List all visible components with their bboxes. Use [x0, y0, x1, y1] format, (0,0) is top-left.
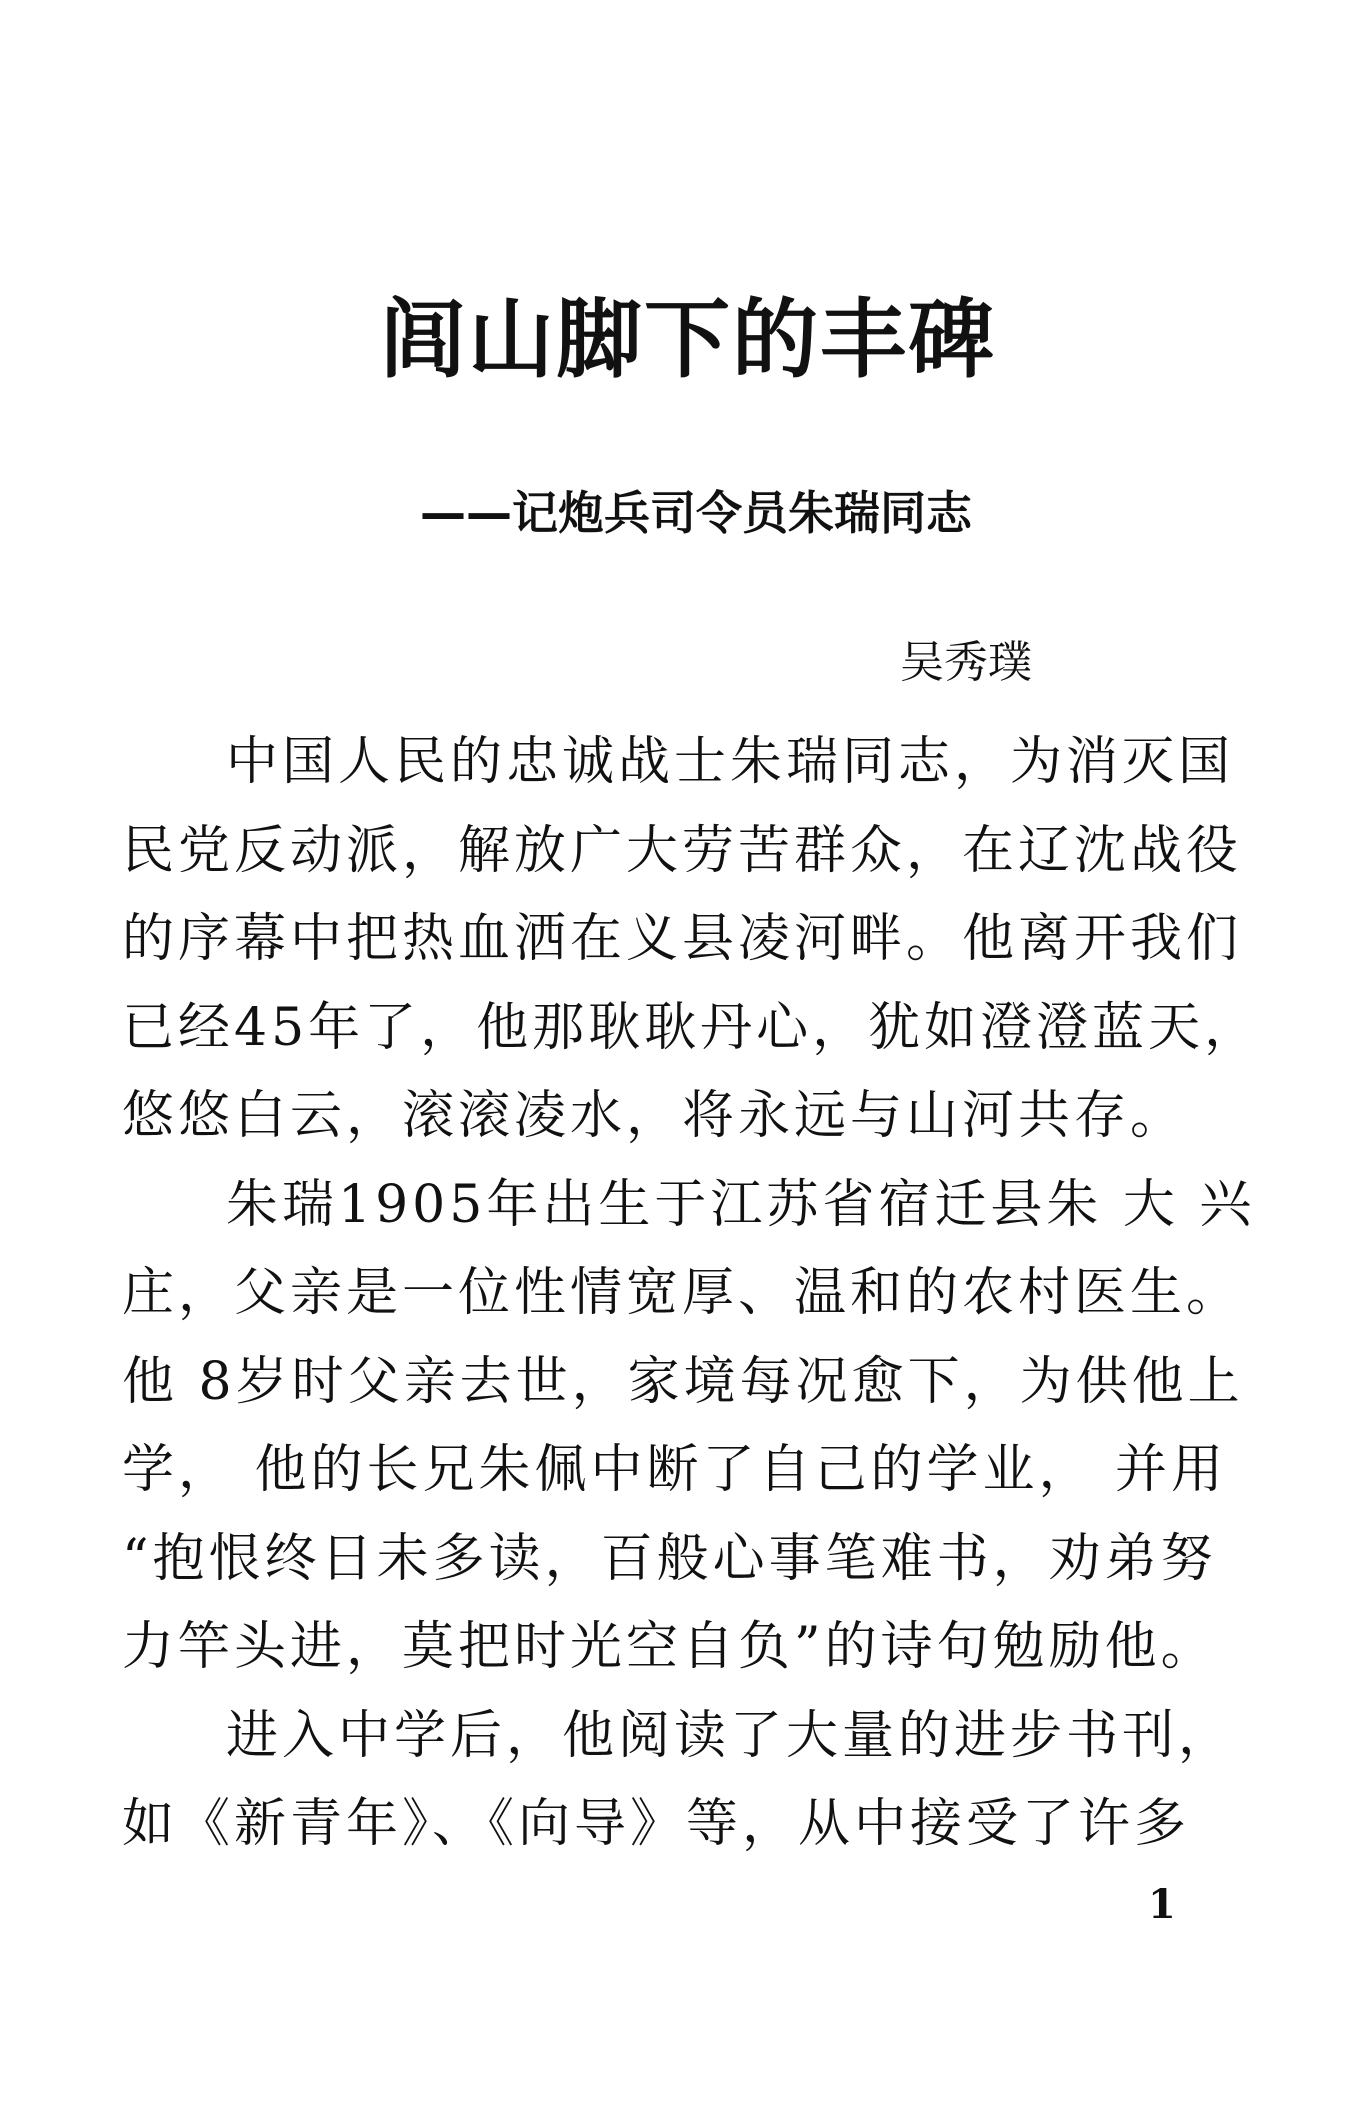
paragraph-2-line-4: 学， 他的长兄朱佩中断了自己的学业， 并用	[122, 1440, 1228, 1500]
paragraph-2-line-1: 朱瑞1905年出生于江苏省宿迁县朱 大 兴	[226, 1174, 1256, 1235]
paragraph-2-line-3: 他 8岁时父亲去世，家境每况愈下，为供他上	[122, 1351, 1244, 1412]
paragraph-1-line-3: 的序幕中把热血洒在义县凌河畔。他离开我们	[122, 909, 1243, 969]
article-title: 闾山脚下的丰碑	[380, 290, 996, 390]
paragraph-1-line-4: 已经45年了，他那耿耿丹心，犹如澄澄蓝天，	[122, 997, 1261, 1058]
article-body	[122, 718, 1261, 1869]
paragraph-1-line-2: 民党反动派，解放广大劳苦群众，在辽沈战役	[122, 820, 1243, 881]
article-subtitle: ——记炮兵司令员朱瑞同志	[420, 486, 972, 540]
article-author: 吴秀璞	[900, 637, 1032, 688]
paragraph-2-line-2: 庄，父亲是一位性情宽厚、温和的农村医生。	[122, 1263, 1243, 1323]
paragraph-3-line-1: 进入中学后，他阅读了大量的进步书刊，	[226, 1705, 1235, 1766]
paragraph-2-line-6: 力竿头进，莫把时光空自负”的诗句勉励他。	[122, 1617, 1217, 1677]
paragraph-1-line-1: 中国人民的忠诚战士朱瑞同志，为消灭国	[226, 732, 1235, 792]
paragraph-3-line-2: 如《新青年》、《向导》等，从中接受了许多	[122, 1794, 1191, 1854]
paragraph-2-line-5: “抱恨终日未多读，百般心事笔难书，劝弟努	[122, 1528, 1217, 1589]
paragraph-1-line-5: 悠悠白云，滚滚凌水，将永远与山河共存。	[122, 1086, 1187, 1146]
page-number: 1	[1148, 1881, 1176, 1928]
